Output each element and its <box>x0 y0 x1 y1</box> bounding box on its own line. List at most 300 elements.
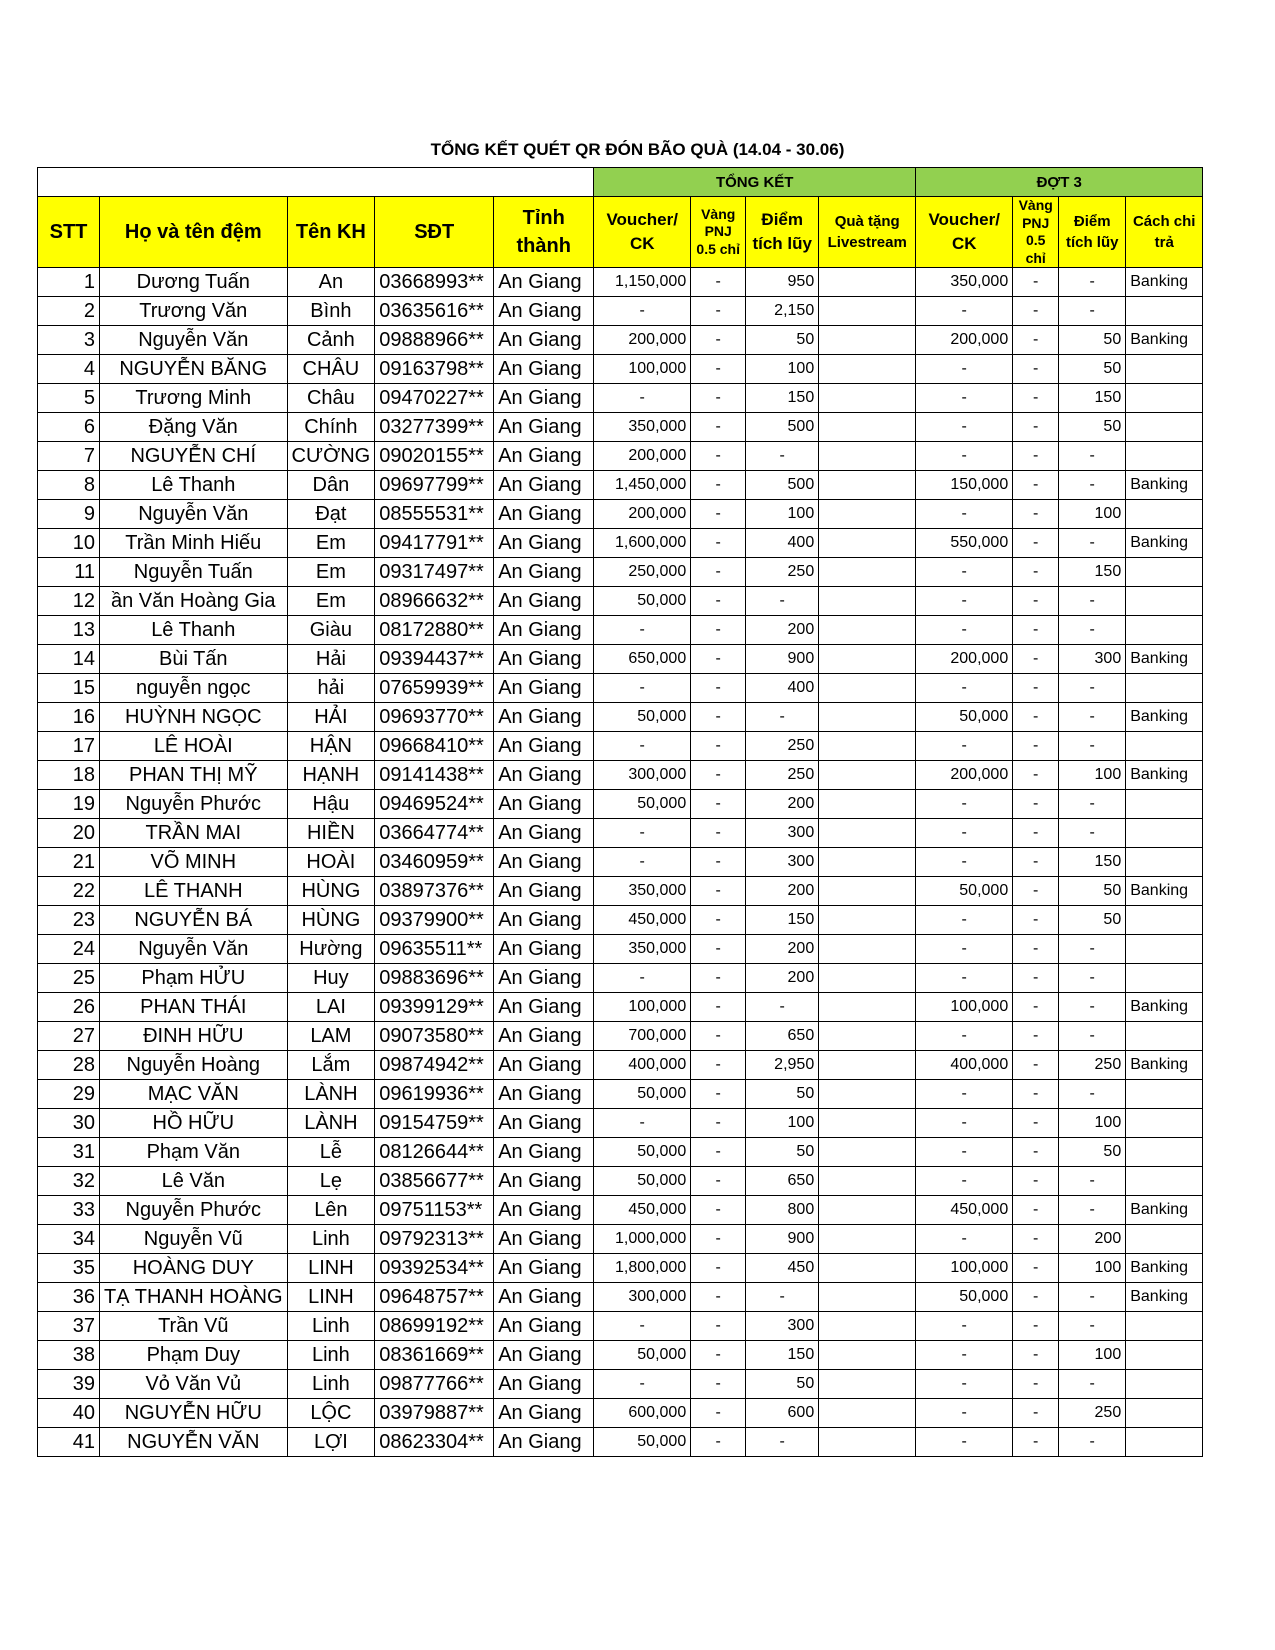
cell-sdt: 09379900** <box>375 906 494 935</box>
cell-diem-dot3: - <box>1059 268 1126 297</box>
cell-ho-ten: Phạm Văn <box>100 1138 288 1167</box>
cell-sdt: 09392534** <box>375 1254 494 1283</box>
cell-cach-chi-tra <box>1126 935 1203 964</box>
cell-voucher-dot3: 400,000 <box>916 1051 1013 1080</box>
cell-diem-dot3: - <box>1059 790 1126 819</box>
cell-qua <box>819 500 916 529</box>
cell-voucher: 50,000 <box>594 1167 691 1196</box>
cell-ten: Lên <box>287 1196 375 1225</box>
cell-tinh: An Giang <box>494 529 594 558</box>
cell-diem: - <box>746 993 819 1022</box>
cell-voucher-dot3: - <box>916 500 1013 529</box>
cell-tinh: An Giang <box>494 1109 594 1138</box>
cell-voucher: 1,800,000 <box>594 1254 691 1283</box>
cell-voucher-dot3: - <box>916 1109 1013 1138</box>
cell-vang: - <box>691 413 746 442</box>
cell-cach-chi-tra <box>1126 1428 1203 1457</box>
cell-stt: 22 <box>38 877 100 906</box>
cell-qua <box>819 355 916 384</box>
cell-voucher-dot3: - <box>916 1225 1013 1254</box>
cell-cach-chi-tra <box>1126 1225 1203 1254</box>
cell-vang: - <box>691 442 746 471</box>
cell-tinh: An Giang <box>494 761 594 790</box>
cell-diem: 500 <box>746 471 819 500</box>
cell-stt: 3 <box>38 326 100 355</box>
table-row <box>38 1283 1203 1312</box>
cell-ten: Linh <box>287 1370 375 1399</box>
cell-ho-ten: HOÀNG DUY <box>100 1254 288 1283</box>
cell-diem-dot3: 50 <box>1059 906 1126 935</box>
cell-diem-dot3: - <box>1059 1312 1126 1341</box>
cell-voucher-dot3: - <box>916 442 1013 471</box>
table-row <box>38 848 1203 877</box>
cell-diem: 150 <box>746 906 819 935</box>
cell-voucher: 350,000 <box>594 413 691 442</box>
cell-tinh: An Giang <box>494 1167 594 1196</box>
cell-diem: 500 <box>746 413 819 442</box>
cell-voucher-dot3: - <box>916 1341 1013 1370</box>
cell-vang-dot3: - <box>1013 761 1059 790</box>
cell-qua <box>819 877 916 906</box>
cell-stt: 19 <box>38 790 100 819</box>
cell-cach-chi-tra <box>1126 964 1203 993</box>
cell-ten: Em <box>287 558 375 587</box>
cell-cach-chi-tra <box>1126 500 1203 529</box>
cell-qua <box>819 587 916 616</box>
cell-tinh: An Giang <box>494 848 594 877</box>
cell-sdt: 09154759** <box>375 1109 494 1138</box>
cell-voucher: 50,000 <box>594 1138 691 1167</box>
cell-tinh: An Giang <box>494 1341 594 1370</box>
cell-vang: - <box>691 964 746 993</box>
cell-diem: 950 <box>746 268 819 297</box>
cell-stt: 15 <box>38 674 100 703</box>
cell-ten: LAI <box>287 993 375 1022</box>
cell-diem-dot3: - <box>1059 1428 1126 1457</box>
cell-ten: Châu <box>287 384 375 413</box>
cell-diem: 50 <box>746 1370 819 1399</box>
cell-qua <box>819 790 916 819</box>
col-header-vang: Vàng PNJ 0.5 chỉ <box>691 197 746 268</box>
cell-cach-chi-tra: Banking <box>1126 268 1203 297</box>
cell-vang-dot3: - <box>1013 819 1059 848</box>
cell-sdt: 03897376** <box>375 877 494 906</box>
cell-voucher: 200,000 <box>594 326 691 355</box>
cell-tinh: An Giang <box>494 326 594 355</box>
cell-voucher-dot3: - <box>916 616 1013 645</box>
table-row <box>38 935 1203 964</box>
cell-diem-dot3: 250 <box>1059 1051 1126 1080</box>
table-row <box>38 1080 1203 1109</box>
cell-ho-ten: ĐINH HỮU <box>100 1022 288 1051</box>
cell-voucher-dot3: - <box>916 1428 1013 1457</box>
cell-vang: - <box>691 558 746 587</box>
cell-diem-dot3: - <box>1059 935 1126 964</box>
cell-voucher: 100,000 <box>594 355 691 384</box>
cell-vang-dot3: - <box>1013 906 1059 935</box>
cell-voucher-dot3: - <box>916 1022 1013 1051</box>
cell-stt: 30 <box>38 1109 100 1138</box>
cell-stt: 16 <box>38 703 100 732</box>
cell-diem-dot3: 200 <box>1059 1225 1126 1254</box>
cell-voucher-dot3: 100,000 <box>916 993 1013 1022</box>
cell-cach-chi-tra: Banking <box>1126 471 1203 500</box>
cell-diem-dot3: - <box>1059 529 1126 558</box>
cell-qua <box>819 848 916 877</box>
table-row <box>38 1022 1203 1051</box>
cell-cach-chi-tra <box>1126 732 1203 761</box>
col-header-vang-dot3: Vàng PNJ 0.5 chỉ <box>1013 197 1059 268</box>
cell-cach-chi-tra: Banking <box>1126 703 1203 732</box>
cell-voucher-dot3: - <box>916 1399 1013 1428</box>
cell-cach-chi-tra: Banking <box>1126 1196 1203 1225</box>
cell-cach-chi-tra: Banking <box>1126 326 1203 355</box>
cell-voucher-dot3: - <box>916 964 1013 993</box>
table-row <box>38 877 1203 906</box>
cell-ten: HÙNG <box>287 906 375 935</box>
cell-voucher: 50,000 <box>594 1080 691 1109</box>
cell-diem-dot3: - <box>1059 1196 1126 1225</box>
cell-vang: - <box>691 1312 746 1341</box>
cell-voucher: - <box>594 1312 691 1341</box>
cell-ten: LỢI <box>287 1428 375 1457</box>
cell-stt: 28 <box>38 1051 100 1080</box>
col-header-diem-dot3: Điểm tích lũy <box>1059 197 1126 268</box>
cell-cach-chi-tra <box>1126 413 1203 442</box>
cell-diem-dot3: - <box>1059 442 1126 471</box>
table-row <box>38 471 1203 500</box>
table-row <box>38 790 1203 819</box>
cell-ho-ten: Trần Vũ <box>100 1312 288 1341</box>
cell-vang-dot3: - <box>1013 326 1059 355</box>
cell-diem-dot3: - <box>1059 703 1126 732</box>
table-row <box>38 355 1203 384</box>
cell-voucher: 450,000 <box>594 1196 691 1225</box>
cell-qua <box>819 1138 916 1167</box>
cell-ho-ten: Nguyễn Văn <box>100 935 288 964</box>
cell-voucher: 50,000 <box>594 587 691 616</box>
cell-diem-dot3: - <box>1059 616 1126 645</box>
cell-diem-dot3: 100 <box>1059 1341 1126 1370</box>
cell-qua <box>819 1196 916 1225</box>
cell-tinh: An Giang <box>494 1428 594 1457</box>
cell-ho-ten: Dương Tuấn <box>100 268 288 297</box>
cell-qua <box>819 645 916 674</box>
cell-tinh: An Giang <box>494 413 594 442</box>
cell-sdt: 09648757** <box>375 1283 494 1312</box>
cell-vang-dot3: - <box>1013 1196 1059 1225</box>
cell-vang: - <box>691 471 746 500</box>
cell-sdt: 09417791** <box>375 529 494 558</box>
cell-diem: 300 <box>746 1312 819 1341</box>
cell-ho-ten: Phạm Duy <box>100 1341 288 1370</box>
cell-voucher-dot3: - <box>916 906 1013 935</box>
cell-ho-ten: Bùi Tấn <box>100 645 288 674</box>
cell-cach-chi-tra <box>1126 1312 1203 1341</box>
cell-qua <box>819 471 916 500</box>
cell-diem-dot3: - <box>1059 819 1126 848</box>
table-row <box>38 326 1203 355</box>
cell-sdt: 08623304** <box>375 1428 494 1457</box>
cell-cach-chi-tra <box>1126 442 1203 471</box>
cell-vang-dot3: - <box>1013 703 1059 732</box>
cell-tinh: An Giang <box>494 1051 594 1080</box>
cell-qua <box>819 703 916 732</box>
cell-diem-dot3: 300 <box>1059 645 1126 674</box>
cell-stt: 5 <box>38 384 100 413</box>
cell-diem: - <box>746 442 819 471</box>
cell-ten: Chính <box>287 413 375 442</box>
cell-voucher-dot3: 50,000 <box>916 1283 1013 1312</box>
cell-diem: 650 <box>746 1022 819 1051</box>
cell-vang: - <box>691 790 746 819</box>
cell-ten: HẢI <box>287 703 375 732</box>
table-row <box>38 1312 1203 1341</box>
cell-ho-ten: Lê Văn <box>100 1167 288 1196</box>
cell-ho-ten: Nguyễn Văn <box>100 326 288 355</box>
cell-ten: Lễ <box>287 1138 375 1167</box>
cell-voucher-dot3: - <box>916 587 1013 616</box>
col-header-stt: STT <box>38 197 100 268</box>
cell-diem: 400 <box>746 529 819 558</box>
cell-sdt: 03668993** <box>375 268 494 297</box>
cell-voucher-dot3: - <box>916 413 1013 442</box>
cell-diem: 250 <box>746 761 819 790</box>
cell-ten: Huy <box>287 964 375 993</box>
cell-vang: - <box>691 1283 746 1312</box>
cell-tinh: An Giang <box>494 500 594 529</box>
cell-stt: 38 <box>38 1341 100 1370</box>
table-row <box>38 1428 1203 1457</box>
cell-diem-dot3: 100 <box>1059 761 1126 790</box>
cell-vang: - <box>691 1370 746 1399</box>
cell-diem-dot3: - <box>1059 587 1126 616</box>
cell-cach-chi-tra: Banking <box>1126 1051 1203 1080</box>
cell-sdt: 09394437** <box>375 645 494 674</box>
cell-voucher: 50,000 <box>594 1341 691 1370</box>
cell-tinh: An Giang <box>494 1370 594 1399</box>
cell-voucher-dot3: - <box>916 355 1013 384</box>
cell-voucher: 350,000 <box>594 935 691 964</box>
table-row <box>38 500 1203 529</box>
cell-sdt: 03277399** <box>375 413 494 442</box>
cell-stt: 17 <box>38 732 100 761</box>
cell-diem-dot3: 150 <box>1059 558 1126 587</box>
cell-voucher: - <box>594 616 691 645</box>
cell-vang: - <box>691 1196 746 1225</box>
cell-vang-dot3: - <box>1013 877 1059 906</box>
cell-vang: - <box>691 1167 746 1196</box>
cell-diem-dot3: 50 <box>1059 877 1126 906</box>
cell-ten: CHÂU <box>287 355 375 384</box>
cell-ho-ten: Trương Minh <box>100 384 288 413</box>
cell-vang-dot3: - <box>1013 587 1059 616</box>
cell-tinh: An Giang <box>494 877 594 906</box>
cell-vang-dot3: - <box>1013 1254 1059 1283</box>
page-title: TỔNG KẾT QUÉT QR ĐÓN BÃO QUÀ (14.04 - 30.06) <box>430 140 845 159</box>
cell-diem: - <box>746 703 819 732</box>
cell-vang: - <box>691 848 746 877</box>
cell-cach-chi-tra: Banking <box>1126 529 1203 558</box>
table-row <box>38 1341 1203 1370</box>
cell-vang: - <box>691 1254 746 1283</box>
table-row <box>38 558 1203 587</box>
cell-stt: 40 <box>38 1399 100 1428</box>
cell-voucher-dot3: - <box>916 1138 1013 1167</box>
cell-vang-dot3: - <box>1013 1312 1059 1341</box>
cell-qua <box>819 1080 916 1109</box>
cell-voucher: 450,000 <box>594 906 691 935</box>
cell-ho-ten: MẠC VĂN <box>100 1080 288 1109</box>
cell-stt: 4 <box>38 355 100 384</box>
cell-tinh: An Giang <box>494 442 594 471</box>
cell-qua <box>819 1428 916 1457</box>
table-row <box>38 1225 1203 1254</box>
cell-vang-dot3: - <box>1013 500 1059 529</box>
cell-sdt: 09163798** <box>375 355 494 384</box>
cell-vang: - <box>691 1399 746 1428</box>
cell-vang-dot3: - <box>1013 384 1059 413</box>
cell-ho-ten: NGUYỄN CHÍ <box>100 442 288 471</box>
cell-cach-chi-tra <box>1126 1138 1203 1167</box>
cell-sdt: 09635511** <box>375 935 494 964</box>
table-row <box>38 732 1203 761</box>
cell-tinh: An Giang <box>494 587 594 616</box>
cell-stt: 41 <box>38 1428 100 1457</box>
cell-diem: - <box>746 1428 819 1457</box>
table-row <box>38 1138 1203 1167</box>
cell-ten: Dân <box>287 471 375 500</box>
cell-ho-ten: Nguyễn Văn <box>100 500 288 529</box>
table-row <box>38 1399 1203 1428</box>
cell-vang-dot3: - <box>1013 1138 1059 1167</box>
cell-stt: 14 <box>38 645 100 674</box>
cell-cach-chi-tra <box>1126 1080 1203 1109</box>
cell-qua <box>819 1051 916 1080</box>
cell-qua <box>819 935 916 964</box>
cell-tinh: An Giang <box>494 1399 594 1428</box>
cell-ho-ten: Phạm HỬU <box>100 964 288 993</box>
cell-vang: - <box>691 355 746 384</box>
cell-qua <box>819 732 916 761</box>
cell-cach-chi-tra <box>1126 674 1203 703</box>
cell-voucher: - <box>594 674 691 703</box>
cell-ten: hải <box>287 674 375 703</box>
cell-qua <box>819 906 916 935</box>
table-row <box>38 906 1203 935</box>
cell-ten: LÀNH <box>287 1080 375 1109</box>
cell-ten: HIỀN <box>287 819 375 848</box>
cell-ten: Linh <box>287 1225 375 1254</box>
cell-ho-ten: TẠ THANH HOÀNG <box>100 1283 288 1312</box>
cell-qua <box>819 529 916 558</box>
cell-vang-dot3: - <box>1013 297 1059 326</box>
cell-diem-dot3: 50 <box>1059 326 1126 355</box>
cell-sdt: 09020155** <box>375 442 494 471</box>
cell-diem: 250 <box>746 732 819 761</box>
cell-voucher: 700,000 <box>594 1022 691 1051</box>
cell-voucher: 50,000 <box>594 1428 691 1457</box>
cell-ten: Đạt <box>287 500 375 529</box>
table-row <box>38 384 1203 413</box>
cell-cach-chi-tra <box>1126 1022 1203 1051</box>
cell-ho-ten: Đặng Văn <box>100 413 288 442</box>
cell-ten: Lắm <box>287 1051 375 1080</box>
cell-sdt: 08172880** <box>375 616 494 645</box>
col-header-diem: Điểm tích lũy <box>746 197 819 268</box>
cell-voucher: - <box>594 297 691 326</box>
cell-vang-dot3: - <box>1013 1022 1059 1051</box>
cell-diem-dot3: - <box>1059 1167 1126 1196</box>
cell-sdt: 09792313** <box>375 1225 494 1254</box>
cell-ho-ten: NGUYỄN BÁ <box>100 906 288 935</box>
cell-stt: 27 <box>38 1022 100 1051</box>
cell-qua <box>819 297 916 326</box>
cell-stt: 39 <box>38 1370 100 1399</box>
cell-cach-chi-tra <box>1126 1109 1203 1138</box>
cell-vang-dot3: - <box>1013 1051 1059 1080</box>
cell-voucher-dot3: - <box>916 1370 1013 1399</box>
cell-ten: Hường <box>287 935 375 964</box>
cell-ho-ten: LÊ THANH <box>100 877 288 906</box>
cell-ten: LAM <box>287 1022 375 1051</box>
cell-vang-dot3: - <box>1013 935 1059 964</box>
cell-stt: 24 <box>38 935 100 964</box>
cell-ten: Bình <box>287 297 375 326</box>
cell-voucher: 50,000 <box>594 703 691 732</box>
cell-diem: 100 <box>746 500 819 529</box>
cell-voucher-dot3: 150,000 <box>916 471 1013 500</box>
table-row <box>38 413 1203 442</box>
cell-tinh: An Giang <box>494 1312 594 1341</box>
cell-ho-ten: Lê Thanh <box>100 471 288 500</box>
cell-diem: 300 <box>746 819 819 848</box>
cell-sdt: 08966632** <box>375 587 494 616</box>
cell-ho-ten: PHAN THÁI <box>100 993 288 1022</box>
cell-cach-chi-tra: Banking <box>1126 1254 1203 1283</box>
cell-tinh: An Giang <box>494 616 594 645</box>
cell-diem: 150 <box>746 1341 819 1370</box>
cell-cach-chi-tra <box>1126 558 1203 587</box>
cell-sdt: 09073580** <box>375 1022 494 1051</box>
cell-voucher-dot3: 50,000 <box>916 703 1013 732</box>
cell-ten: Cảnh <box>287 326 375 355</box>
cell-ho-ten: Trương Văn <box>100 297 288 326</box>
cell-sdt: 09141438** <box>375 761 494 790</box>
table-row <box>38 1051 1203 1080</box>
cell-sdt: 09317497** <box>375 558 494 587</box>
cell-voucher: 1,450,000 <box>594 471 691 500</box>
cell-voucher-dot3: 450,000 <box>916 1196 1013 1225</box>
cell-qua <box>819 1341 916 1370</box>
cell-vang: - <box>691 732 746 761</box>
col-header-tinh: Tỉnh thành <box>494 197 594 268</box>
cell-vang-dot3: - <box>1013 1080 1059 1109</box>
cell-vang: - <box>691 1138 746 1167</box>
cell-cach-chi-tra: Banking <box>1126 1283 1203 1312</box>
cell-vang: - <box>691 993 746 1022</box>
cell-diem: 450 <box>746 1254 819 1283</box>
cell-diem-dot3: - <box>1059 964 1126 993</box>
cell-diem-dot3: 150 <box>1059 848 1126 877</box>
cell-qua <box>819 442 916 471</box>
cell-ten: HOÀI <box>287 848 375 877</box>
cell-vang-dot3: - <box>1013 790 1059 819</box>
cell-diem-dot3: - <box>1059 674 1126 703</box>
cell-ten: Em <box>287 587 375 616</box>
table-row <box>38 616 1203 645</box>
cell-stt: 18 <box>38 761 100 790</box>
